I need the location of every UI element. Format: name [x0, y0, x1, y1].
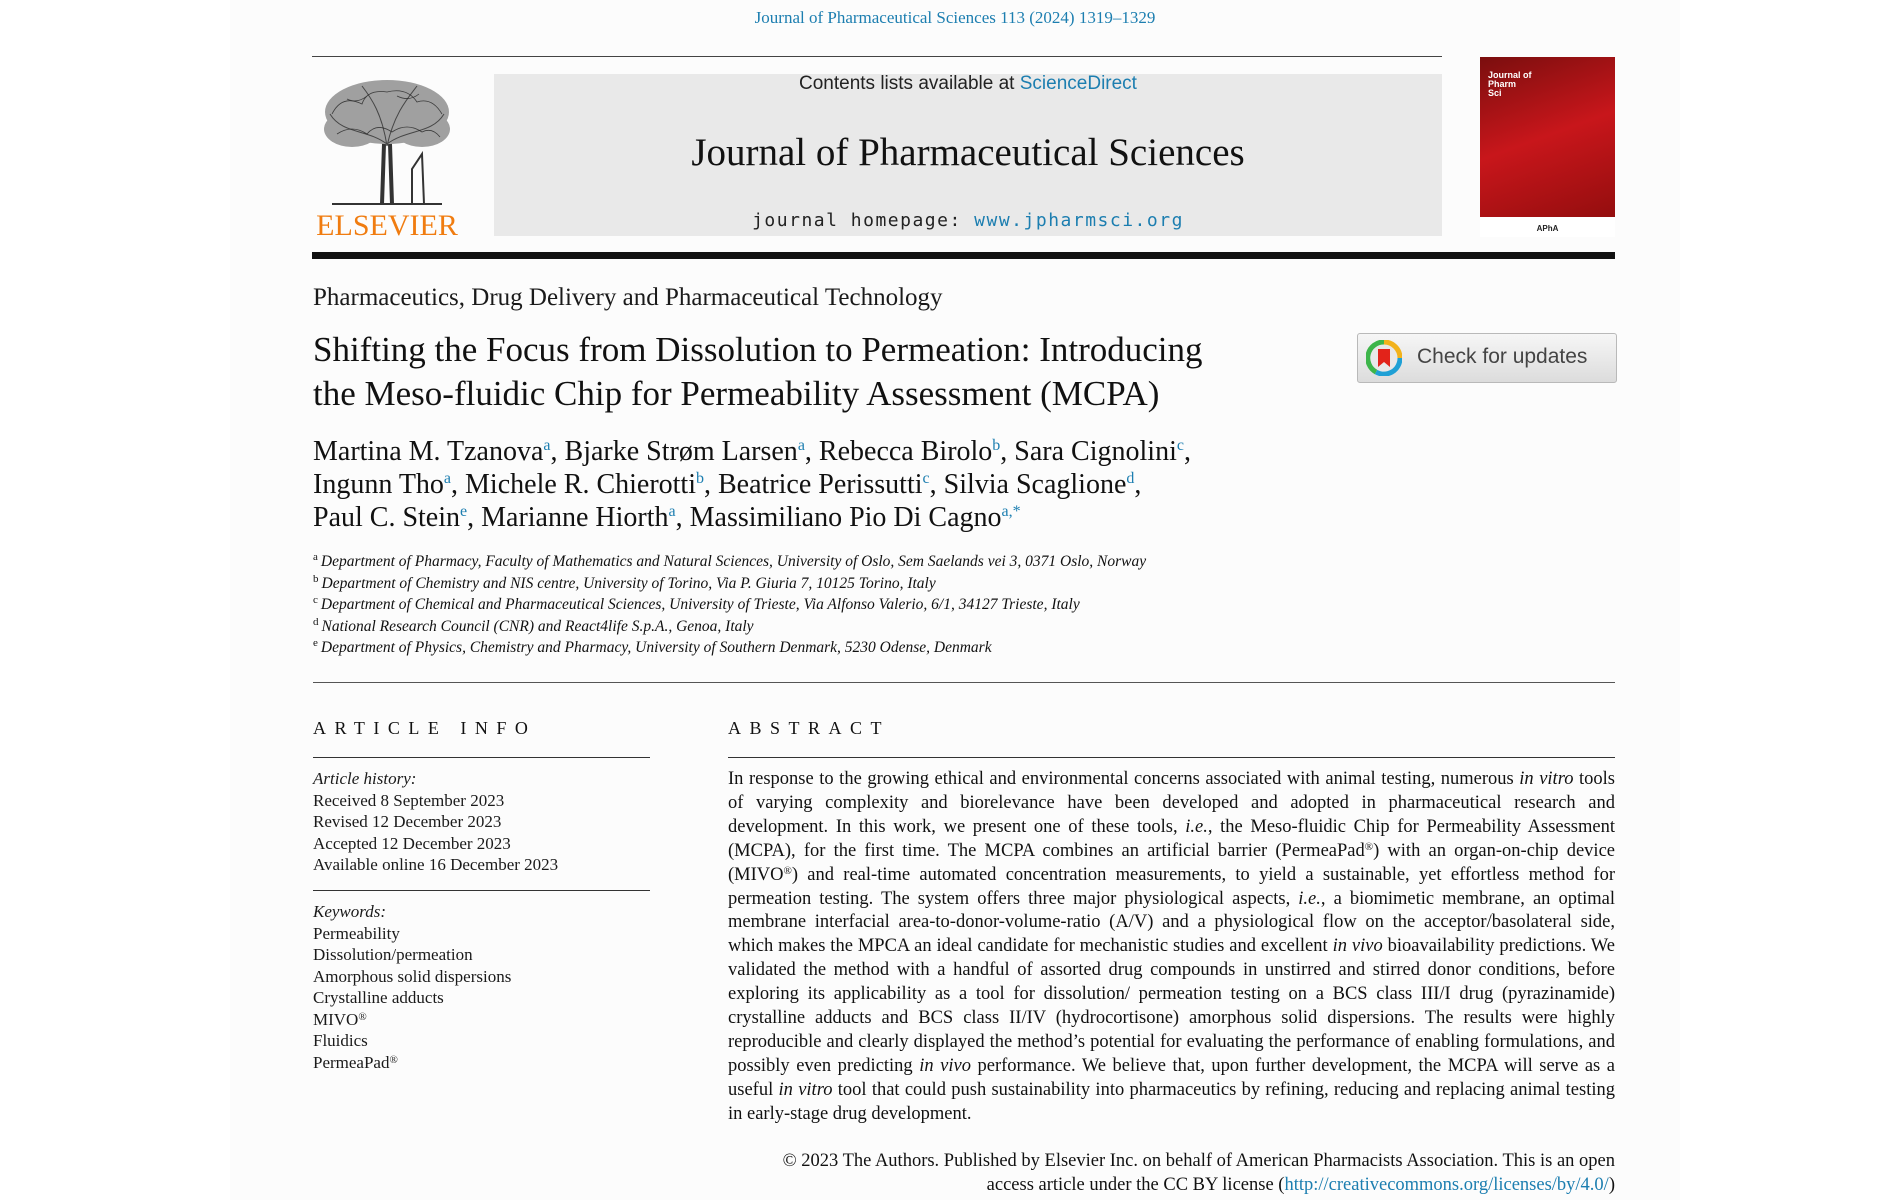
affiliation-item	[313, 551, 1413, 573]
abstract-text: In response to the growing ethical and environmental concerns associated with animal testing, numerous	[728, 769, 1520, 789]
author-affiliation[interactable]: b	[696, 470, 704, 487]
paper-page	[230, 0, 1680, 1200]
registered-mark: ®	[358, 1010, 367, 1023]
abstract-heading: ABSTRACT	[728, 718, 891, 738]
author-affiliation[interactable]: c	[1176, 437, 1184, 454]
cover-title-line3: Sci	[1488, 88, 1502, 98]
keyword-text: MIVO	[313, 1009, 359, 1029]
history-accepted: Accepted 12 December 2023	[313, 833, 511, 853]
history-received: Received 8 September 2023	[313, 790, 505, 810]
abstract-emphasis: in vitro	[778, 1079, 833, 1100]
author-sep: ,	[804, 436, 819, 467]
abstract-emphasis: i.e.	[1298, 888, 1321, 909]
author-affiliation[interactable]: b	[992, 437, 1001, 454]
journal-citation[interactable]	[230, 8, 1680, 28]
affiliation-key: e	[313, 637, 318, 649]
author-line-2	[313, 468, 1413, 501]
keyword-item: Crystalline adducts	[313, 988, 444, 1007]
author-sep: ,	[929, 469, 944, 500]
author-affiliation[interactable]: c	[922, 470, 930, 487]
elsevier-tree-icon	[312, 74, 462, 209]
publisher-wordmark: ELSEVIER	[316, 209, 458, 242]
abstract-emphasis: in vivo	[919, 1055, 971, 1076]
affiliation-key: c	[313, 594, 318, 606]
affiliation-item	[313, 637, 1413, 659]
check-for-updates-button[interactable]	[1357, 333, 1617, 383]
abstract-text: tool that could push sustainability into pharmaceutics by refining, reducing and replacing animal testing in early-stage drug development.	[728, 1079, 1615, 1124]
author-sep: ,	[451, 469, 466, 500]
abstract-rule	[728, 757, 1615, 758]
keyword-item	[313, 1009, 663, 1031]
keyword-item: Amorphous solid dispersions	[313, 966, 512, 986]
keywords-list	[313, 901, 663, 1073]
header-rule	[312, 56, 1442, 57]
author-sep: ,	[550, 436, 565, 467]
affiliation-text: National Research Council (CNR) and React4life S.p.A., Genoa, Italy	[321, 617, 754, 635]
author-affiliation[interactable]: e	[460, 503, 468, 520]
affiliation-text: Department of Physics, Chemistry and Pharmacy, University of Southern Denmark, 5230 Odense, Denmark	[320, 639, 992, 656]
registered-mark: ®	[783, 864, 792, 877]
author-affiliation[interactable]: a	[443, 470, 452, 487]
journal-masthead	[494, 74, 1442, 236]
author-affiliation[interactable]: a	[797, 437, 805, 454]
cover-title	[1488, 71, 1532, 98]
affiliation-text: Department of Pharmacy, Faculty of Mathematics and Natural Sciences, University of Oslo, Sem Saelands vei 3, 0371 Oslo, Norway	[320, 553, 1147, 570]
check-for-updates-label: Check for updates	[1417, 345, 1588, 368]
copyright-text: access article under the CC BY license (	[986, 1174, 1285, 1195]
abstract-emphasis: in vitro	[1519, 769, 1574, 789]
keyword-item: Dissolution/permeation	[313, 945, 473, 964]
citation-text[interactable]: Journal of Pharmaceutical Sciences 113 (2024) 1319–1329	[754, 8, 1156, 27]
keyword-item: Fluidics	[313, 1031, 368, 1050]
author-sep: ,	[467, 502, 482, 533]
author-sep: ,	[1134, 469, 1142, 500]
homepage-line	[494, 210, 1442, 231]
abstract-text: bioavailability predictions. We validated the method with a handful of assorted drug compounds in unstirred and stirred donor conditions, before exploring its applicability as a tool for dissolution/ permeation testing on a BCS class III/I drug (pyrazinamide) crystalline adducts and BCS class II/IV (hydrocortisone) amorphous solid dispersions. The results were highly reproducible and clearly displayed the method’s potential for evaluating the performance of enabling formulations, and possibly even predicting	[728, 936, 1616, 1076]
affiliation-item	[313, 616, 1413, 638]
abstract-text: ) and real-time automated concentration measurements, to yield a sustainable, yet effortless method for permeation testing. The system offers three major physiological aspects,	[728, 864, 1615, 909]
contents-prefix: Contents lists available at	[799, 73, 1020, 94]
affiliation-item	[313, 594, 1413, 616]
abstract-body	[728, 768, 1615, 1127]
author-name[interactable]: Silvia Scaglione	[943, 469, 1127, 500]
cover-title-line2: Pharm	[1488, 79, 1517, 89]
author-list	[313, 435, 1413, 534]
affiliation-text: Department of Chemical and Pharmaceutical Sciences, University of Trieste, Via Alfonso Valerio, 6/1, 34127 Trieste, Italy	[320, 596, 1080, 613]
cover-title-line1: Journal of	[1488, 70, 1532, 80]
article-info-heading: ARTICLE INFO	[313, 718, 537, 738]
affiliation-list	[313, 551, 1413, 659]
author-name[interactable]: Ingunn Tho	[313, 469, 444, 500]
author-line-3	[313, 501, 1413, 534]
license-link[interactable]: http://creativecommons.org/licenses/by/4.0/	[1284, 1174, 1609, 1195]
journal-title: Journal of Pharmaceutical Sciences	[691, 131, 1245, 174]
author-sep: ,	[1183, 436, 1191, 467]
keywords-rule	[313, 890, 650, 891]
article-info-rule	[313, 757, 650, 758]
author-name[interactable]: Marianne Hiorth	[481, 502, 669, 533]
abstract-text: ) with an organ-on-chip device (MIVO	[728, 840, 1615, 885]
abstract-text: , the Meso-fluidic Chip for Permeability Assessment (MCPA), for the first time. The MCPA combines an artificial barrier (PermeaPad	[728, 816, 1615, 861]
registered-mark: ®	[1364, 840, 1374, 853]
affiliation-key: b	[313, 572, 319, 585]
history-label: Article history:	[313, 769, 417, 788]
registered-mark: ®	[389, 1053, 398, 1066]
author-affiliation[interactable]: d	[1126, 470, 1135, 487]
author-affiliation[interactable]: a,*	[1001, 503, 1021, 520]
copyright-notice	[728, 1150, 1615, 1198]
abstract-text: tools of varying complexity and biorelevance have been developed and adopted in pharmaceutical research and development. In this work, we present one of these tools,	[728, 769, 1615, 837]
crossmark-icon	[1366, 340, 1402, 376]
article-section: Pharmaceutics, Drug Delivery and Pharmaceutical Technology	[313, 284, 943, 311]
author-sep: ,	[704, 469, 718, 500]
author-name[interactable]: Bjarke Strøm Larsen	[564, 436, 798, 467]
abstract-emphasis: in vivo	[1332, 936, 1383, 957]
front-matter-rule	[313, 682, 1615, 683]
affiliation-key: d	[313, 615, 319, 628]
author-affiliation[interactable]: a	[668, 503, 676, 520]
author-name[interactable]: Paul C. Stein	[313, 502, 461, 533]
article-title-line2: the Meso-fluidic Chip for Permeability Assessment (MCPA)	[313, 374, 1160, 413]
author-name[interactable]: Beatrice Perissutti	[718, 469, 923, 500]
author-sep: ,	[675, 502, 690, 533]
elsevier-logo	[312, 74, 462, 242]
history-revised: Revised 12 December 2023	[313, 812, 502, 831]
keyword-item	[313, 1052, 663, 1074]
affiliation-key: a	[313, 551, 318, 563]
author-name[interactable]: Michele R. Chierotti	[465, 469, 696, 500]
journal-cover-thumbnail[interactable]	[1480, 57, 1615, 237]
author-name[interactable]: Sara Cignolini	[1014, 436, 1177, 467]
contents-line	[494, 74, 1442, 94]
author-name[interactable]: Martina M. Tzanova	[313, 436, 544, 467]
author-affiliation[interactable]: a	[543, 437, 551, 454]
author-name[interactable]: Massimiliano Pio Di Cagno	[689, 502, 1002, 533]
article-title-line1: Shifting the Focus from Dissolution to Permeation: Introducing	[313, 330, 1203, 369]
abstract-text: performance. We believe that, upon further development, the MCPA will serve as a useful	[728, 1055, 1616, 1100]
keyword-item: Permeability	[313, 923, 400, 943]
cover-apha-badge: APhA	[1536, 224, 1559, 233]
affiliation-text: Department of Chemistry and NIS centre, University of Torino, Via P. Giuria 7, 10125 Torino, Italy	[321, 574, 936, 592]
copyright-line1: © 2023 The Authors. Published by Elsevier Inc. on behalf of American Pharmacists Association. This is an open	[782, 1151, 1615, 1171]
affiliation-item	[313, 573, 1413, 595]
copyright-line2	[728, 1174, 1615, 1198]
sciencedirect-link[interactable]: ScienceDirect	[1019, 73, 1137, 94]
copyright-text: )	[1608, 1174, 1615, 1195]
abstract-text: , a biomimetic membrane, an optimal membrane interfacial area-to-donor-volume-ratio (A/V) and a physiological flow on the acceptor/basolateral side, which makes the MPCA an ideal candidate for mechanistic studies and excellent	[728, 888, 1615, 957]
author-name[interactable]: Rebecca Birolo	[818, 436, 993, 467]
homepage-prefix: journal homepage:	[752, 210, 975, 231]
keyword-text: PermeaPad	[313, 1052, 390, 1072]
author-line-1	[313, 435, 1413, 468]
journal-homepage-link[interactable]: www.jpharmsci.org	[974, 210, 1184, 231]
keywords-label: Keywords:	[313, 902, 387, 921]
history-online: Available online 16 December 2023	[313, 855, 559, 874]
article-history	[313, 768, 663, 876]
masthead-divider	[312, 252, 1615, 259]
abstract-emphasis: i.e.	[1185, 816, 1208, 837]
author-sep: ,	[1000, 436, 1015, 467]
article-title	[313, 328, 1323, 416]
